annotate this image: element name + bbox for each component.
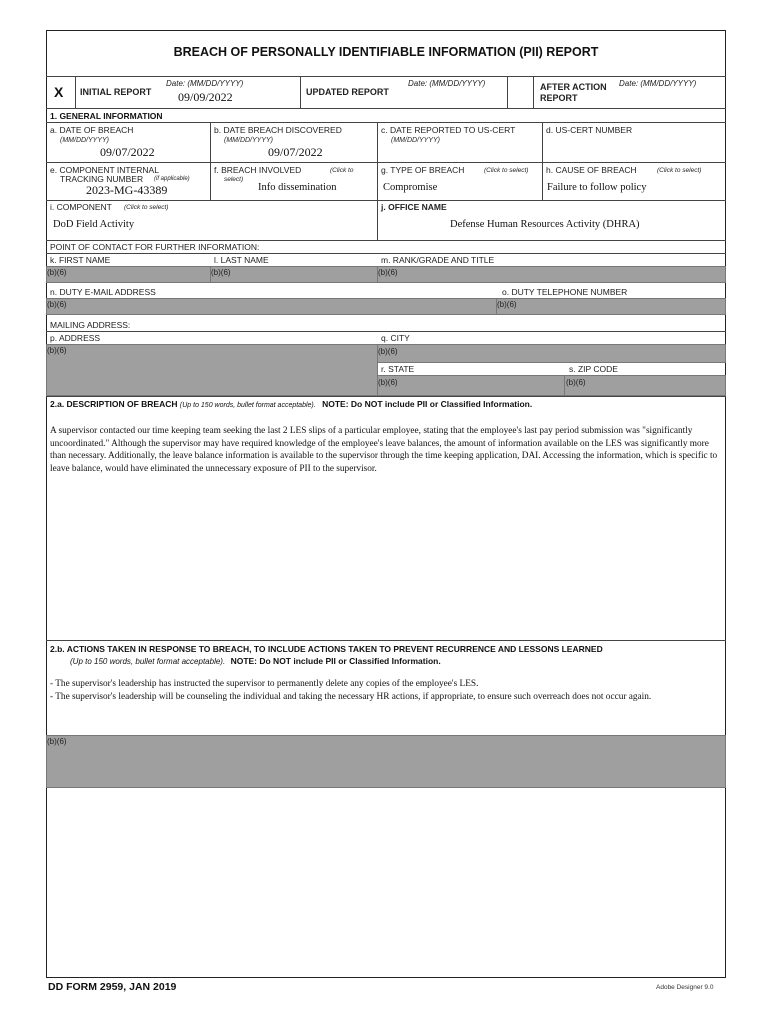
divider [46,108,726,109]
state-field[interactable] [377,375,565,396]
component-select[interactable]: DoD Field Activity [53,219,135,230]
last-name-redaction: (b)(6) [211,268,231,277]
date-discovered-hint: (MM/DD/YYYY) [224,137,273,144]
breach-involved-hint-2: select) [224,176,244,183]
initial-report-date[interactable]: 09/09/2022 [178,90,233,104]
tracking-number-label: e. COMPONENT INTERNAL [50,165,159,175]
cause-of-breach-label: h. CAUSE OF BREACH [546,165,637,175]
office-name-field[interactable]: Defense Human Resources Activity (DHRA) [450,219,640,230]
divider [75,76,76,108]
form-title: BREACH OF PERSONALLY IDENTIFIABLE INFORMATION (PII) REPORT [173,45,599,59]
first-name-redaction: (b)(6) [47,268,67,277]
divider [46,253,726,254]
initial-date-label: Date: (MM/DD/YYYY) [166,79,244,88]
date-of-breach-hint: (MM/DD/YYYY) [60,137,109,144]
divider [300,76,301,108]
divider [533,76,534,108]
cause-of-breach-select[interactable]: Failure to follow policy [547,182,647,193]
actions-line-2: - The supervisor's leadership will be counseling the individual and taking the necessary HR actions, if appropriate, to ensure such overreach does not occur again. [50,691,652,702]
contact-heading: POINT OF CONTACT FOR FURTHER INFORMATION: [50,242,260,252]
date-reported-hint: (MM/DD/YYYY) [391,137,440,144]
type-of-breach-label: g. TYPE OF BREACH [381,165,465,175]
divider [46,396,726,397]
last-name-field[interactable] [210,266,378,283]
description-note: NOTE: Do NOT include PII or Classified Information. [322,399,533,409]
form-id: DD FORM 2959, JAN 2019 [48,981,177,993]
type-of-breach-hint: (Click to select) [484,167,529,174]
tracking-number-field[interactable]: 2023-MG-43389 [86,183,168,197]
updated-report-label: UPDATED REPORT [306,87,389,97]
address-label: p. ADDRESS [50,333,101,343]
email-field[interactable] [46,298,497,315]
tracking-number-hint: (if applicable) [154,176,190,182]
type-of-breach-select[interactable]: Compromise [383,182,438,193]
address-field[interactable] [46,344,378,396]
mailing-heading: MAILING ADDRESS: [50,320,131,330]
zip-label: s. ZIP CODE [569,364,618,374]
zip-redaction: (b)(6) [566,378,586,387]
updated-date-label: Date: (MM/DD/YYYY) [408,79,486,88]
breach-involved-select[interactable]: Info dissemination [258,182,337,193]
first-name-field[interactable] [46,266,211,283]
date-reported-label: c. DATE REPORTED TO US-CERT [381,125,516,135]
phone-label: o. DUTY TELEPHONE NUMBER [502,287,628,297]
divider [46,331,726,332]
description-heading-text: 2.a. DESCRIPTION OF BREACH [50,399,178,409]
divider [210,122,211,162]
actions-redaction-block[interactable] [46,735,726,788]
description-field[interactable] [50,425,724,475]
rank-title-redaction: (b)(6) [378,268,398,277]
actions-hint: (Up to 150 words, bullet format acceptable). [70,657,226,666]
divider [46,76,726,77]
phone-field[interactable] [496,298,726,315]
city-label: q. CITY [381,333,410,343]
initial-report-label: INITIAL REPORT [80,87,152,97]
last-name-label: l. LAST NAME [214,255,269,265]
software-version: Adobe Designer 9.0 [656,984,714,991]
divider [46,122,726,123]
phone-redaction: (b)(6) [497,300,517,309]
state-label: r. STATE [381,364,415,374]
divider [46,162,726,163]
divider [377,122,378,240]
general-heading: 1. GENERAL INFORMATION [50,111,163,121]
after-date-label: Date: (MM/DD/YYYY) [619,79,697,88]
component-label: i. COMPONENT [50,202,112,212]
description-hint: (Up to 150 words, bullet format acceptable). [179,402,316,409]
breach-involved-hint: (Click to [330,167,354,174]
divider [210,162,211,200]
divider [507,76,508,108]
actions-redaction-label: (b)(6) [47,737,67,746]
date-discovered-label: b. DATE BREACH DISCOVERED [214,125,342,135]
actions-field[interactable] [50,678,724,703]
office-name-label: j. OFFICE NAME [381,202,447,212]
zip-field[interactable] [564,375,726,396]
date-of-breach-label: a. DATE OF BREACH [50,125,134,135]
breach-involved-label: f. BREACH INVOLVED [214,165,302,175]
actions-note: NOTE: Do NOT include PII or Classified Information. [230,656,441,666]
description-heading [50,399,532,409]
description-text: A supervisor contacted our time keeping team seeking the last 2 LES slips of a particular employee, stating that the employee's last pay period submission was "significantly uncoordinated." Although the supervisor may have required knowledge of the employee's leave balances, the amount of information available on the LES was significantly more than necessary. Additionally, the leave balance information is available to the supervisor through the time keeping application, DAI. Accessing the information, which is specific to leave balance, would have eliminated the unnecessary exposure of PII to the supervisor. [50,426,718,474]
state-redaction: (b)(6) [378,378,398,387]
first-name-label: k. FIRST NAME [50,255,111,265]
divider [46,640,726,641]
date-discovered-field[interactable]: 09/07/2022 [268,145,323,159]
tracking-number-label-2: TRACKING NUMBER [60,174,144,184]
cause-of-breach-hint: (Click to select) [657,167,702,174]
date-of-breach-field[interactable]: 09/07/2022 [100,145,155,159]
us-cert-number-label: d. US-CERT NUMBER [546,125,633,135]
initial-report-checkbox[interactable]: X [54,84,64,100]
actions-line-1: - The supervisor's leadership has instructed the supervisor to permanently delete any copies of the employee's LES. [50,679,479,689]
rank-title-label: m. RANK/GRADE AND TITLE [381,255,495,265]
city-field[interactable] [377,344,726,363]
actions-subheading [70,656,441,666]
component-hint: (Click to select) [124,204,169,211]
email-redaction: (b)(6) [47,300,67,309]
city-redaction: (b)(6) [378,347,398,356]
after-action-label: AFTER ACTION REPORT [540,82,607,103]
address-redaction: (b)(6) [47,346,67,355]
email-label: n. DUTY E-MAIL ADDRESS [50,287,156,297]
rank-title-field[interactable] [377,266,726,283]
divider [542,122,543,200]
divider [46,240,726,241]
actions-heading: 2.b. ACTIONS TAKEN IN RESPONSE TO BREACH, TO INCLUDE ACTIONS TAKEN TO PREVENT RECURRENCE AND LESSONS LEARNED [50,644,603,654]
divider [46,200,726,201]
